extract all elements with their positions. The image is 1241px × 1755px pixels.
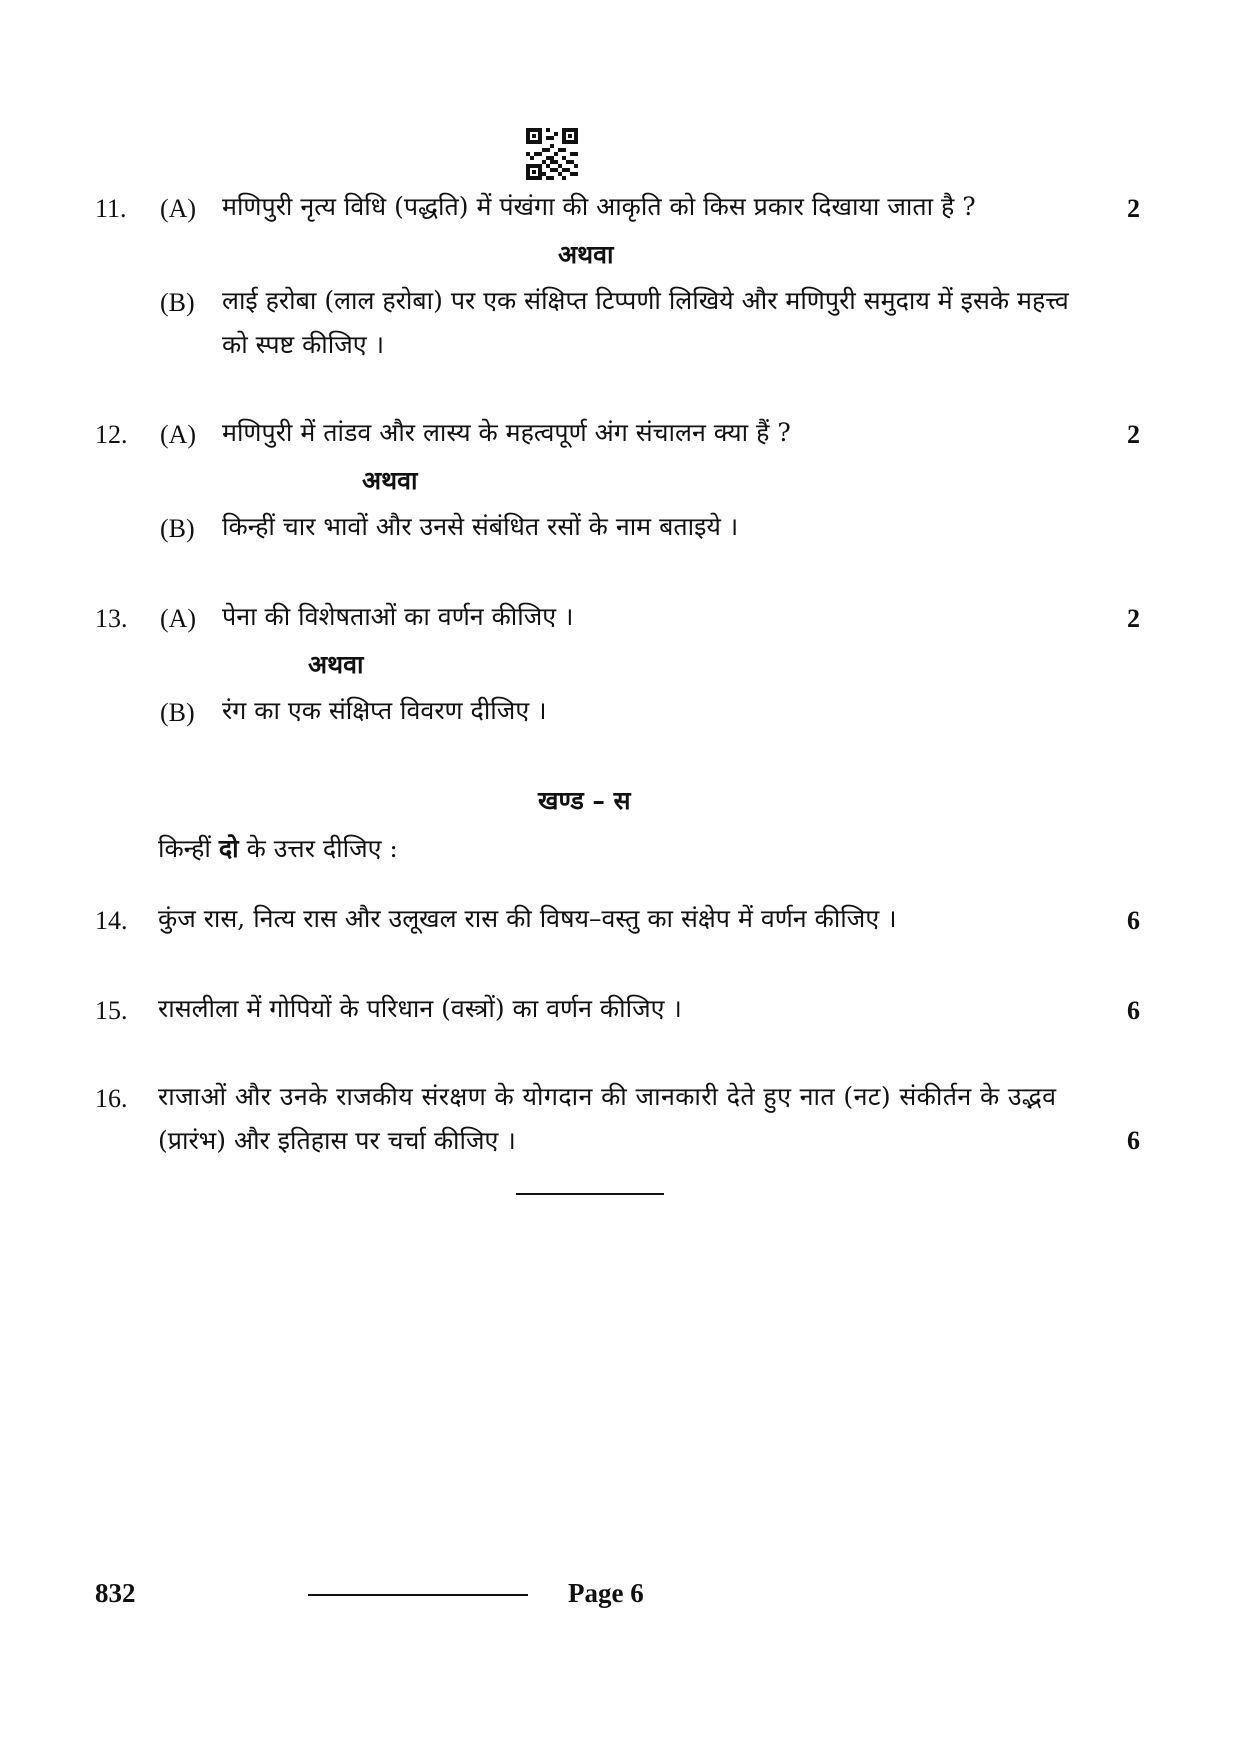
question-text: रासलीला में गोपियों के परिधान (वस्त्रों) का वर्णन कीजिए । [158,994,682,1023]
marks: 6 [1127,996,1140,1025]
option-label: (A) [160,604,197,633]
marks: 2 [1127,604,1140,633]
question-number: 15. [95,996,128,1025]
or-label: अथवा [558,240,614,269]
marks: 6 [1127,1126,1140,1155]
paper-code: 832 [95,1578,136,1608]
question-text: पेना की विशेषताओं का वर्णन कीजिए । [222,602,574,631]
question-text: मणिपुरी में तांडव और लास्य के महत्वपूर्ण अंग संचालन क्या हैं ? [222,418,791,447]
qr-code [526,128,578,180]
question-text: राजाओं और उनके राजकीय संरक्षण के योगदान की जानकारी देते हुए नात (नट) संकीर्तन के उद्भव [158,1082,1057,1111]
instruction-bold: दो [218,834,239,863]
option-label: (B) [160,698,195,727]
or-label: अथवा [362,466,418,495]
question-text: रंग का एक संक्षिप्त विवरण दीजिए । [222,696,547,725]
question-text: किन्हीं चार भावों और उनसे संबंधित रसों के नाम बताइये । [222,512,739,541]
end-divider [516,1193,664,1195]
question-number: 13. [95,604,128,633]
question-text: कुंज रास, नित्य रास और उलूखल रास की विषय–वस्तु का संक्षेप में वर्णन कीजिए । [158,904,897,933]
marks: 6 [1127,906,1140,935]
or-label: अथवा [308,650,364,679]
option-label: (A) [160,420,197,449]
question-number: 12. [95,420,128,449]
section-title: खण्ड – स [538,786,631,815]
page-number: Page 6 [568,1578,644,1608]
question-text: मणिपुरी नृत्य विधि (पद्धति) में पंखंगा की आकृति को किस प्रकार दिखाया जाता है ? [222,192,976,221]
section-instruction [158,832,398,866]
question-text: (प्रारंभ) और इतिहास पर चर्चा कीजिए । [158,1126,516,1155]
question-text: लाई हरोबा (लाल हरोबा) पर एक संक्षिप्त टिप्पणी लिखिये और मणिपुरी समुदाय में इसके महत्त्व [222,286,1069,315]
question-number: 14. [95,906,128,935]
footer-divider [308,1594,528,1596]
option-label: (B) [160,514,195,543]
question-number: 16. [95,1084,128,1113]
option-label: (A) [160,194,197,223]
instruction-prefix: किन्हीं [158,834,219,863]
marks: 2 [1127,194,1140,223]
question-text: को स्पष्ट कीजिए । [222,330,385,359]
question-number: 11. [95,194,127,223]
instruction-suffix: के उत्तर दीजिए : [238,834,398,863]
option-label: (B) [160,288,195,317]
marks: 2 [1127,420,1140,449]
